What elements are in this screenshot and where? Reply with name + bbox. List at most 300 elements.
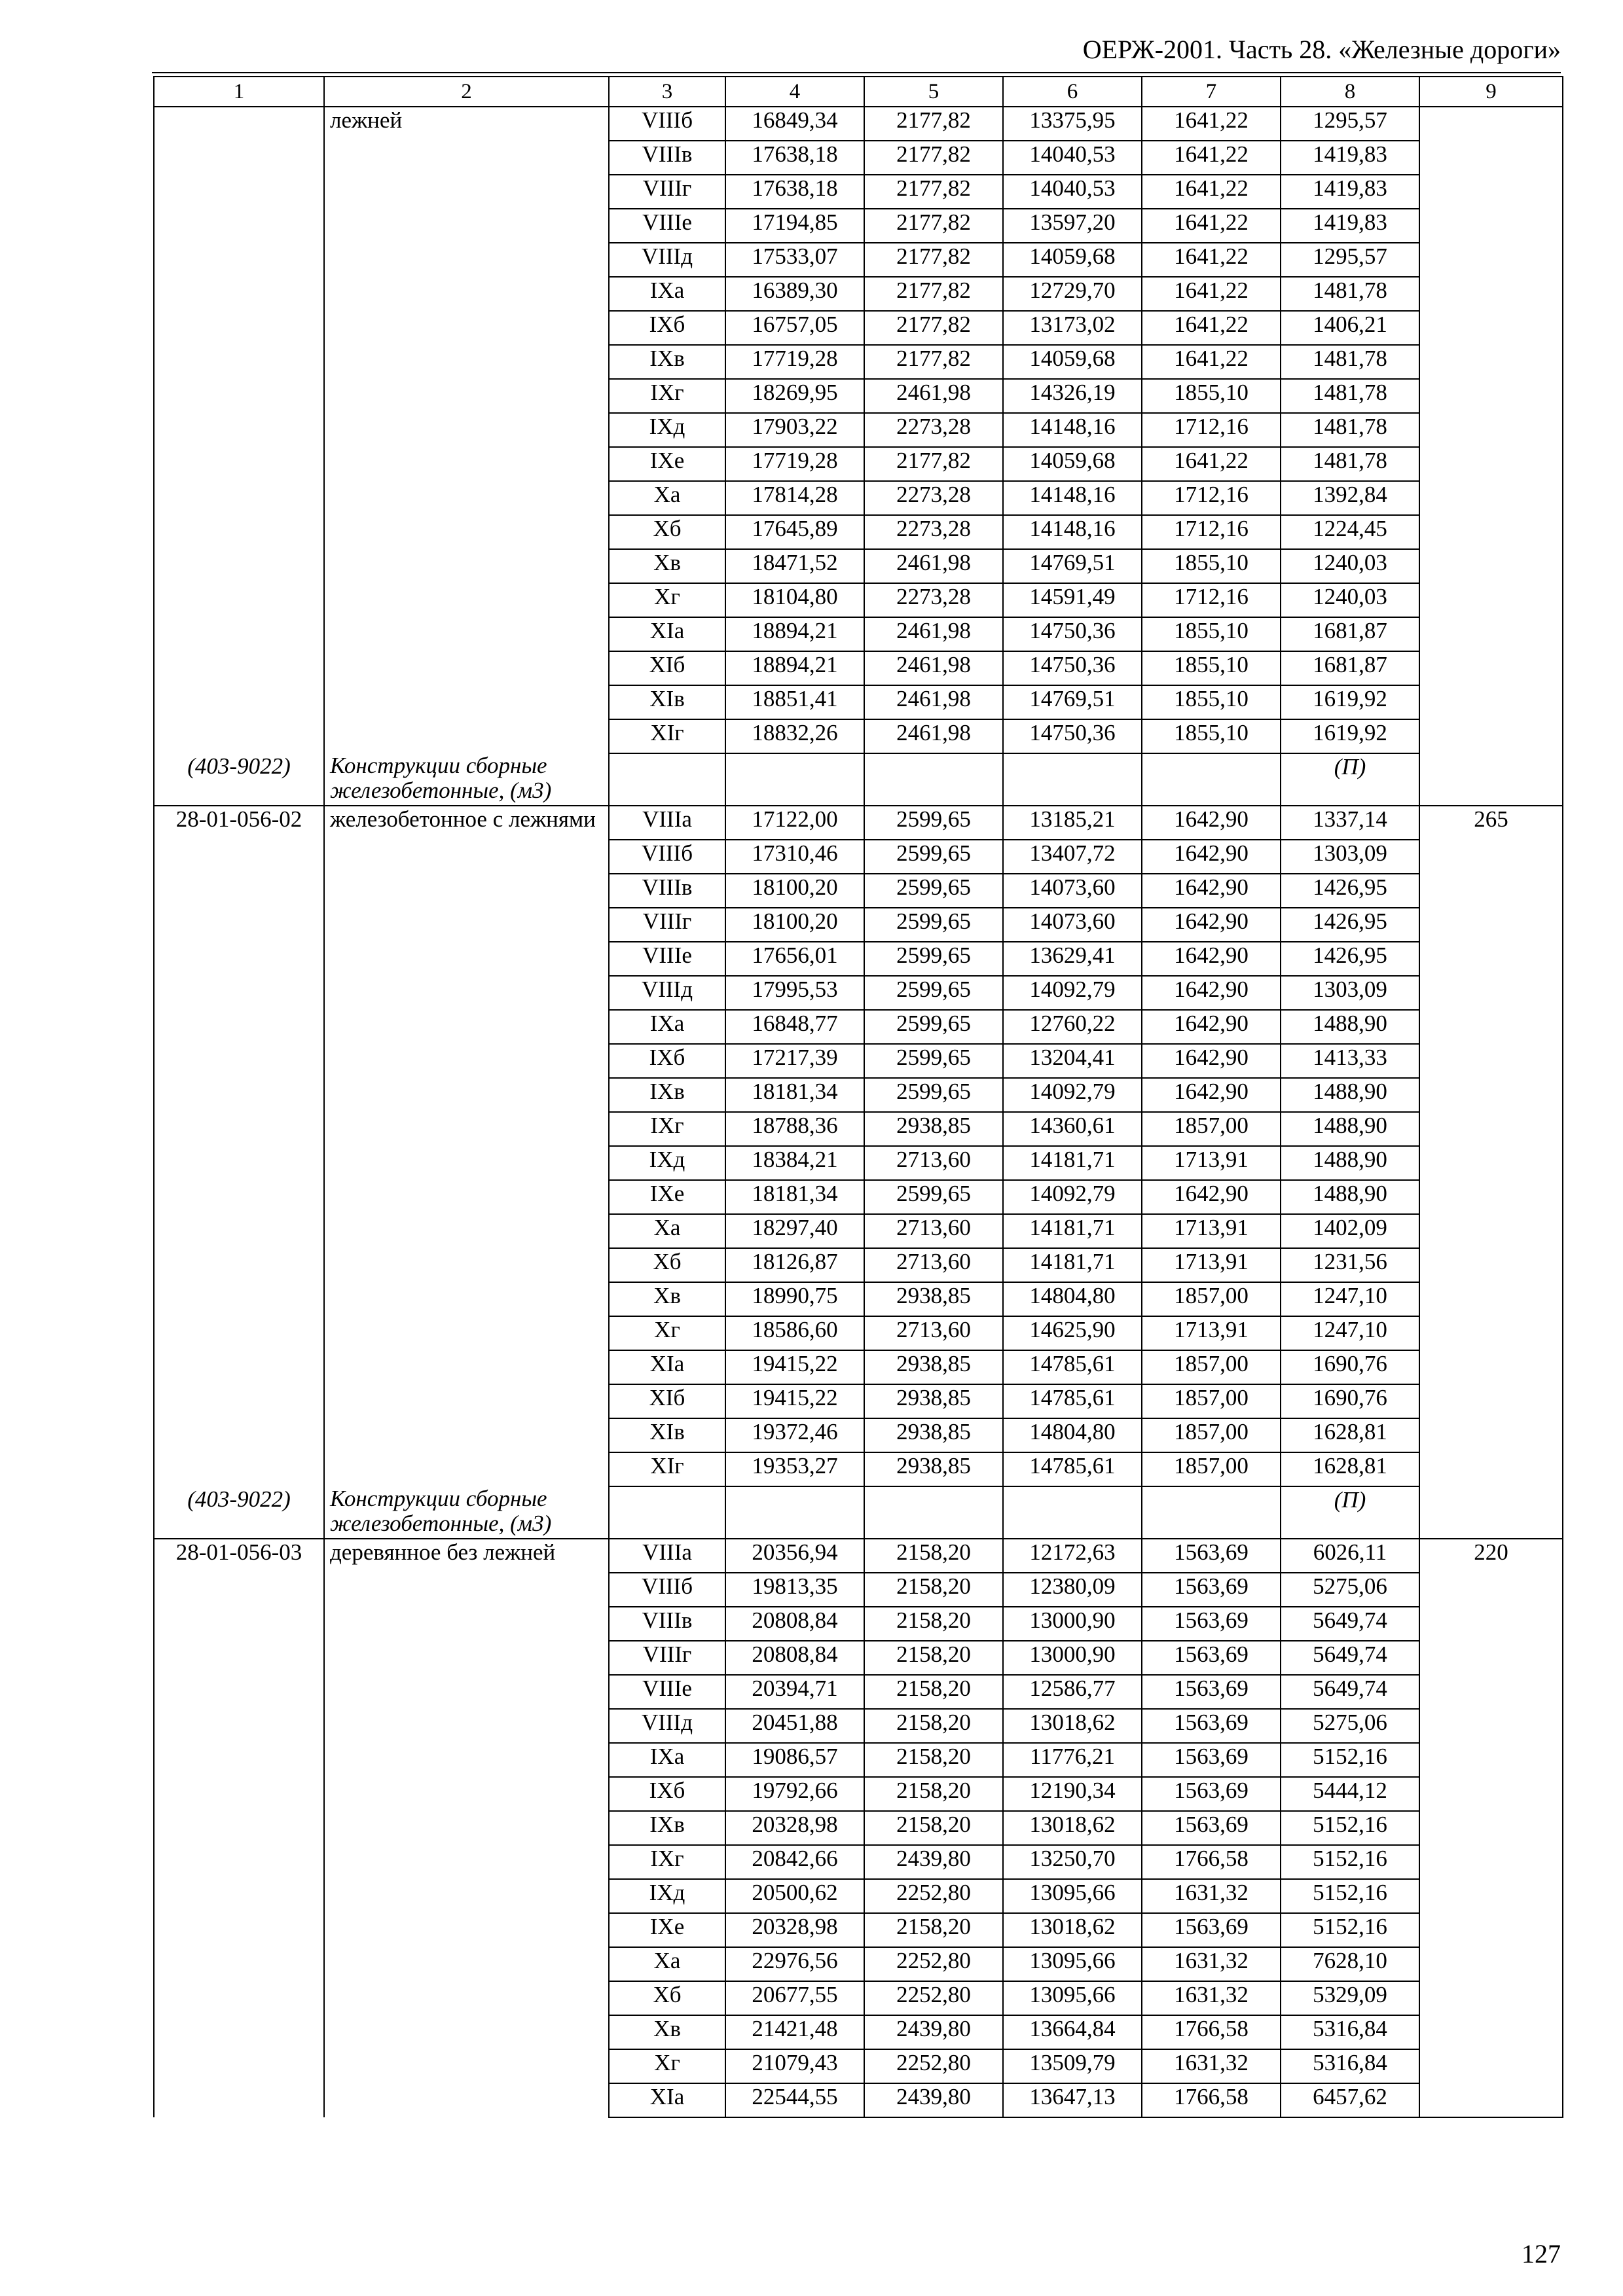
value-cell: 12380,09 [1003,1573,1142,1607]
value-cell: 14326,19 [1003,379,1142,413]
value-cell: 2439,80 [864,2015,1003,2049]
value-cell: 1419,83 [1281,141,1419,175]
rail-class-cell: VIIIа [609,806,725,840]
value-cell: 14804,80 [1003,1418,1142,1452]
value-cell: 1631,32 [1142,2049,1281,2083]
value-cell: 2599,65 [864,976,1003,1010]
value-cell: 13000,90 [1003,1607,1142,1641]
value-cell: 17719,28 [725,345,864,379]
value-cell: 1642,90 [1142,806,1281,840]
value-cell: 14148,16 [1003,413,1142,447]
rail-class-cell: VIIIа [609,1539,725,1573]
value-cell: 6026,11 [1281,1539,1419,1573]
value-cell: 1642,90 [1142,1078,1281,1112]
value-cell: 5152,16 [1281,1845,1419,1879]
resource-unit-marker: (П) [1281,753,1419,806]
value-cell: 2158,20 [864,1539,1003,1573]
value-cell: 2938,85 [864,1350,1003,1384]
value-cell: 17310,46 [725,840,864,874]
rail-class-cell: IXд [609,1146,725,1180]
rail-class-cell: XIг [609,719,725,753]
value-cell: 17656,01 [725,942,864,976]
rail-class-cell: VIIIв [609,1607,725,1641]
value-cell: 2158,20 [864,1743,1003,1777]
value-cell: 13185,21 [1003,806,1142,840]
value-cell: 1857,00 [1142,1452,1281,1486]
value-cell: 14059,68 [1003,345,1142,379]
value-cell: 18181,34 [725,1180,864,1214]
value-cell: 12172,63 [1003,1539,1142,1573]
value-cell: 1563,69 [1142,1573,1281,1607]
value-cell: 2177,82 [864,141,1003,175]
rail-class-cell: VIIIе [609,942,725,976]
value-cell: 2177,82 [864,209,1003,243]
value-cell: 2713,60 [864,1214,1003,1248]
value-cell: 2599,65 [864,942,1003,976]
value-cell: 14092,79 [1003,1180,1142,1214]
rail-class-cell: VIIIг [609,175,725,209]
rail-class-cell: IXв [609,1811,725,1845]
column-number-5: 5 [864,77,1003,107]
column-number-7: 7 [1142,77,1281,107]
table-body [154,107,1563,2117]
value-cell: 2461,98 [864,651,1003,685]
rail-class-cell: Xа [609,1947,725,1981]
value-cell: 5152,16 [1281,1743,1419,1777]
value-cell: 20808,84 [725,1641,864,1675]
value-cell: 1712,16 [1142,583,1281,617]
value-cell: 2461,98 [864,617,1003,651]
value-cell: 5316,84 [1281,2015,1419,2049]
value-cell: 1563,69 [1142,1539,1281,1573]
value-cell: 17638,18 [725,141,864,175]
rail-class-cell: Xб [609,1981,725,2015]
value-cell: 14750,36 [1003,719,1142,753]
rail-class-cell: XIб [609,651,725,685]
value-cell: 1641,22 [1142,345,1281,379]
value-cell: 1563,69 [1142,1913,1281,1947]
value-cell: 1642,90 [1142,840,1281,874]
value-cell: 1855,10 [1142,379,1281,413]
rail-class-cell: VIIIе [609,1675,725,1709]
value-cell: 1690,76 [1281,1350,1419,1384]
value-cell: 1855,10 [1142,549,1281,583]
value-cell: 2938,85 [864,1282,1003,1316]
rail-class-cell: IXг [609,379,725,413]
rail-class-cell: VIIIв [609,874,725,908]
rail-class-cell: XIг [609,1452,725,1486]
table-row [154,1539,1563,1573]
value-cell: 2461,98 [864,379,1003,413]
rail-class-cell: XIб [609,1384,725,1418]
work-name: деревянное без лежней [324,1539,609,2117]
header-rule [152,72,1561,73]
value-cell: 1563,69 [1142,1709,1281,1743]
value-cell: 1712,16 [1142,413,1281,447]
value-cell: 1641,22 [1142,175,1281,209]
value-cell: 1426,95 [1281,874,1419,908]
value-cell: 1419,83 [1281,209,1419,243]
value-cell: 14092,79 [1003,976,1142,1010]
value-cell: 14785,61 [1003,1350,1142,1384]
value-cell: 18990,75 [725,1282,864,1316]
rail-class-cell: VIIIб [609,840,725,874]
value-cell: 2713,60 [864,1146,1003,1180]
value-cell: 17122,00 [725,806,864,840]
rail-class-cell: Xг [609,1316,725,1350]
value-cell: 17645,89 [725,515,864,549]
value-cell: 14785,61 [1003,1384,1142,1418]
rail-class-cell: Xв [609,2015,725,2049]
value-cell: 13095,66 [1003,1981,1142,2015]
value-cell: 20356,94 [725,1539,864,1573]
value-cell: 1855,10 [1142,651,1281,685]
value-cell: 1481,78 [1281,379,1419,413]
value-cell: 13018,62 [1003,1913,1142,1947]
value-cell: 1641,22 [1142,311,1281,345]
value-cell: 18894,21 [725,617,864,651]
rail-class-cell: VIIIд [609,1709,725,1743]
value-cell: 19813,35 [725,1573,864,1607]
value-cell: 14181,71 [1003,1146,1142,1180]
resource-row [154,1486,1563,1539]
value-cell: 2439,80 [864,2083,1003,2117]
value-cell: 14181,71 [1003,1214,1142,1248]
value-cell: 14750,36 [1003,617,1142,651]
value-cell: 16757,05 [725,311,864,345]
rail-class-cell: IXе [609,447,725,481]
value-cell: 1642,90 [1142,908,1281,942]
value-cell: 5316,84 [1281,2049,1419,2083]
value-cell: 20451,88 [725,1709,864,1743]
value-cell: 22544,55 [725,2083,864,2117]
value-cell: 1712,16 [1142,515,1281,549]
value-cell: 12760,22 [1003,1010,1142,1044]
rail-class-cell: VIIIг [609,1641,725,1675]
value-cell: 2713,60 [864,1248,1003,1282]
column-number-1: 1 [154,77,324,107]
value-cell: 2177,82 [864,175,1003,209]
value-cell: 18384,21 [725,1146,864,1180]
value-cell: 21421,48 [725,2015,864,2049]
value-cell: 14148,16 [1003,481,1142,515]
value-cell: 1713,91 [1142,1146,1281,1180]
value-cell: 2938,85 [864,1452,1003,1486]
value-cell: 2461,98 [864,549,1003,583]
value-cell: 17217,39 [725,1044,864,1078]
col9-value: 220 [1419,1539,1563,2117]
value-cell: 1766,58 [1142,2015,1281,2049]
value-cell: 18126,87 [725,1248,864,1282]
value-cell: 1563,69 [1142,1607,1281,1641]
value-cell: 2158,20 [864,1913,1003,1947]
value-cell: 1681,87 [1281,617,1419,651]
value-cell: 14073,60 [1003,874,1142,908]
value-cell: 14092,79 [1003,1078,1142,1112]
value-cell: 1631,32 [1142,1879,1281,1913]
value-cell: 2461,98 [864,719,1003,753]
value-cell: 18181,34 [725,1078,864,1112]
value-cell: 1631,32 [1142,1947,1281,1981]
value-cell: 1855,10 [1142,719,1281,753]
value-cell: 1481,78 [1281,277,1419,311]
value-cell: 14360,61 [1003,1112,1142,1146]
rate-code [154,107,324,753]
table-row [154,107,1563,141]
rail-class-cell: XIв [609,685,725,719]
rail-class-cell: Xб [609,1248,725,1282]
value-cell: 17719,28 [725,447,864,481]
value-cell: 2938,85 [864,1384,1003,1418]
value-cell: 13095,66 [1003,1879,1142,1913]
value-cell: 14059,68 [1003,243,1142,277]
rail-class-cell: Xа [609,1214,725,1248]
resource-row [154,753,1563,806]
empty-cell [725,1486,864,1539]
value-cell: 2273,28 [864,515,1003,549]
value-cell: 1563,69 [1142,1811,1281,1845]
value-cell: 1642,90 [1142,942,1281,976]
value-cell: 14148,16 [1003,515,1142,549]
page-number: 127 [1522,2239,1561,2269]
value-cell: 12190,34 [1003,1777,1142,1811]
rail-class-cell: Xг [609,583,725,617]
value-cell: 1563,69 [1142,1743,1281,1777]
value-cell: 13204,41 [1003,1044,1142,1078]
value-cell: 16389,30 [725,277,864,311]
rail-class-cell: IXа [609,1743,725,1777]
value-cell: 20808,84 [725,1607,864,1641]
rail-class-cell: IXв [609,1078,725,1112]
resource-code: (403-9022) [154,1486,324,1539]
value-cell: 1642,90 [1142,874,1281,908]
value-cell: 14750,36 [1003,651,1142,685]
rail-class-cell: VIIIе [609,209,725,243]
value-cell: 2599,65 [864,1044,1003,1078]
value-cell: 1488,90 [1281,1078,1419,1112]
value-cell: 13095,66 [1003,1947,1142,1981]
rail-class-cell: IXд [609,413,725,447]
value-cell: 18851,41 [725,685,864,719]
value-cell: 5275,06 [1281,1709,1419,1743]
rail-class-cell: VIIIб [609,107,725,141]
empty-cell [864,1486,1003,1539]
rail-class-cell: IXб [609,311,725,345]
value-cell: 14591,49 [1003,583,1142,617]
value-cell: 2158,20 [864,1607,1003,1641]
rail-class-cell: Xб [609,515,725,549]
value-cell: 2938,85 [864,1112,1003,1146]
rate-code: 28-01-056-02 [154,806,324,1486]
value-cell: 12729,70 [1003,277,1142,311]
value-cell: 2158,20 [864,1573,1003,1607]
rail-class-cell: IXа [609,1010,725,1044]
value-cell: 1406,21 [1281,311,1419,345]
value-cell: 1642,90 [1142,1010,1281,1044]
value-cell: 1642,90 [1142,1180,1281,1214]
value-cell: 1641,22 [1142,243,1281,277]
value-cell: 18269,95 [725,379,864,413]
value-cell: 1488,90 [1281,1180,1419,1214]
rail-class-cell: VIIIв [609,141,725,175]
value-cell: 2252,80 [864,2049,1003,2083]
running-header: ОЕРЖ-2001. Часть 28. «Железные дороги» [1082,35,1561,64]
value-cell: 2158,20 [864,1709,1003,1743]
resource-name: Конструкции сборные железобетонные, (м3) [324,753,609,806]
value-cell: 18832,26 [725,719,864,753]
empty-cell [1142,1486,1281,1539]
value-cell: 18104,80 [725,583,864,617]
value-cell: 2177,82 [864,107,1003,141]
value-cell: 1631,32 [1142,1981,1281,2015]
value-cell: 18894,21 [725,651,864,685]
value-cell: 13407,72 [1003,840,1142,874]
column-number-row [154,77,1563,107]
value-cell: 13629,41 [1003,942,1142,976]
value-cell: 1481,78 [1281,345,1419,379]
resource-unit-marker: (П) [1281,1486,1419,1539]
value-cell: 1690,76 [1281,1384,1419,1418]
value-cell: 2252,80 [864,1981,1003,2015]
value-cell: 1641,22 [1142,277,1281,311]
value-cell: 14040,53 [1003,175,1142,209]
value-cell: 2177,82 [864,277,1003,311]
value-cell: 19372,46 [725,1418,864,1452]
empty-cell [864,753,1003,806]
value-cell: 2177,82 [864,311,1003,345]
column-number-3: 3 [609,77,725,107]
value-cell: 5152,16 [1281,1811,1419,1845]
value-cell: 1303,09 [1281,976,1419,1010]
value-cell: 1642,90 [1142,1044,1281,1078]
rail-class-cell: VIIIг [609,908,725,942]
value-cell: 17194,85 [725,209,864,243]
value-cell: 2252,80 [864,1879,1003,1913]
value-cell: 20500,62 [725,1879,864,1913]
value-cell: 2599,65 [864,840,1003,874]
value-cell: 2439,80 [864,1845,1003,1879]
value-cell: 16848,77 [725,1010,864,1044]
value-cell: 1641,22 [1142,447,1281,481]
rail-class-cell: Xв [609,1282,725,1316]
value-cell: 19086,57 [725,1743,864,1777]
work-name: железобетонное с лежнями [324,806,609,1486]
value-cell: 2599,65 [864,806,1003,840]
value-cell: 14040,53 [1003,141,1142,175]
value-cell: 14181,71 [1003,1248,1142,1282]
value-cell: 14769,51 [1003,549,1142,583]
rail-class-cell: Xг [609,2049,725,2083]
value-cell: 1857,00 [1142,1418,1281,1452]
value-cell: 1295,57 [1281,107,1419,141]
value-cell: 17533,07 [725,243,864,277]
value-cell: 1481,78 [1281,413,1419,447]
value-cell: 13173,02 [1003,311,1142,345]
value-cell: 1619,92 [1281,685,1419,719]
column-number-2: 2 [324,77,609,107]
value-cell: 1295,57 [1281,243,1419,277]
rail-class-cell: XIв [609,1418,725,1452]
value-cell: 1766,58 [1142,2083,1281,2117]
resource-name: Конструкции сборные железобетонные, (м3) [324,1486,609,1539]
value-cell: 17814,28 [725,481,864,515]
value-cell: 7628,10 [1281,1947,1419,1981]
value-cell: 18100,20 [725,908,864,942]
value-cell: 19415,22 [725,1350,864,1384]
value-cell: 5649,74 [1281,1607,1419,1641]
value-cell: 1481,78 [1281,447,1419,481]
value-cell: 13250,70 [1003,1845,1142,1879]
value-cell: 1419,83 [1281,175,1419,209]
value-cell: 2158,20 [864,1777,1003,1811]
value-cell: 22976,56 [725,1947,864,1981]
value-cell: 19792,66 [725,1777,864,1811]
value-cell: 1628,81 [1281,1418,1419,1452]
rail-class-cell: IXе [609,1180,725,1214]
value-cell: 2599,65 [864,1180,1003,1214]
rail-class-cell: XIа [609,2083,725,2117]
value-cell: 5444,12 [1281,1777,1419,1811]
value-cell: 2273,28 [864,583,1003,617]
value-cell: 21079,43 [725,2049,864,2083]
empty-cell [725,753,864,806]
value-cell: 19415,22 [725,1384,864,1418]
value-cell: 2273,28 [864,481,1003,515]
value-cell: 1240,03 [1281,583,1419,617]
rail-class-cell: XIа [609,617,725,651]
value-cell: 18788,36 [725,1112,864,1146]
value-cell: 1426,95 [1281,942,1419,976]
value-cell: 14804,80 [1003,1282,1142,1316]
work-name: лежней [324,107,609,753]
value-cell: 1713,91 [1142,1214,1281,1248]
value-cell: 1240,03 [1281,549,1419,583]
value-cell: 1855,10 [1142,617,1281,651]
value-cell: 2599,65 [864,874,1003,908]
empty-cell [1142,753,1281,806]
value-cell: 1224,45 [1281,515,1419,549]
value-cell: 5649,74 [1281,1675,1419,1709]
value-cell: 1642,90 [1142,976,1281,1010]
value-cell: 2158,20 [864,1811,1003,1845]
column-number-8: 8 [1281,77,1419,107]
value-cell: 6457,62 [1281,2083,1419,2117]
value-cell: 1766,58 [1142,1845,1281,1879]
rail-class-cell: VIIIб [609,1573,725,1607]
value-cell: 20328,98 [725,1811,864,1845]
value-cell: 13597,20 [1003,209,1142,243]
value-cell: 13509,79 [1003,2049,1142,2083]
value-cell: 19353,27 [725,1452,864,1486]
value-cell: 1641,22 [1142,141,1281,175]
rail-class-cell: XIа [609,1350,725,1384]
value-cell: 18586,60 [725,1316,864,1350]
rail-class-cell: IXа [609,277,725,311]
value-cell: 1231,56 [1281,1248,1419,1282]
value-cell: 1563,69 [1142,1641,1281,1675]
value-cell: 2273,28 [864,413,1003,447]
empty-cell [609,1486,725,1539]
table-row [154,806,1563,840]
value-cell: 5329,09 [1281,1981,1419,2015]
rates-table [153,76,1563,2118]
value-cell: 17638,18 [725,175,864,209]
value-cell: 1563,69 [1142,1675,1281,1709]
value-cell: 5649,74 [1281,1641,1419,1675]
value-cell: 5275,06 [1281,1573,1419,1607]
column-number-4: 4 [725,77,864,107]
value-cell: 1402,09 [1281,1214,1419,1248]
